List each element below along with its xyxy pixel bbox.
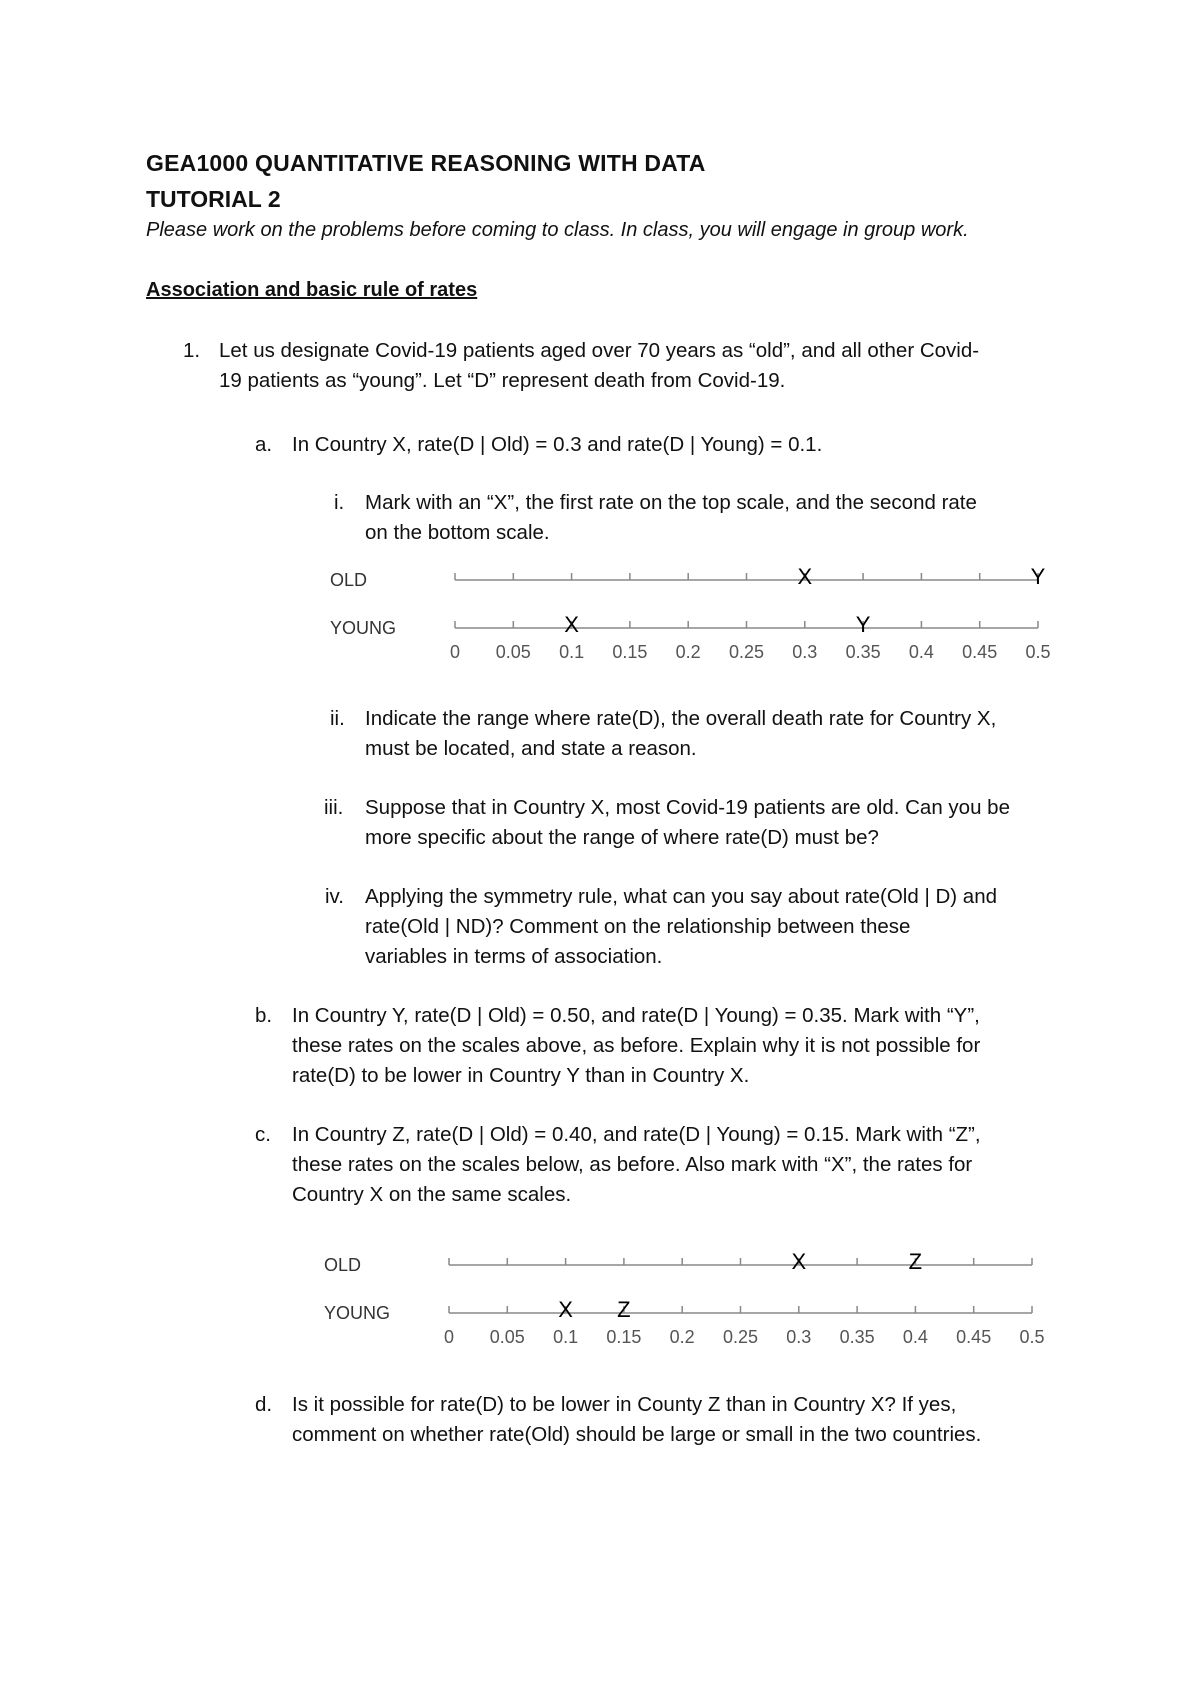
- question-text-line: more specific about the range of where rate(D) must be?: [365, 826, 879, 849]
- tick-label: 0.45: [956, 1327, 992, 1347]
- scale-mark-z: Z: [617, 1297, 631, 1322]
- question-label: c.: [255, 1123, 271, 1146]
- scale-mark-y: Y: [1030, 564, 1046, 589]
- tick-label: 0.25: [728, 642, 765, 662]
- tick-label: 0.3: [786, 1327, 812, 1347]
- question-text-line: In Country X, rate(D | Old) = 0.3 and rate(D | Young) = 0.1.: [292, 433, 823, 456]
- scale-mark-y: Y: [855, 612, 871, 637]
- tick-label: 0.2: [675, 642, 701, 662]
- question-label: ii.: [330, 707, 345, 730]
- tick-label: 0.05: [489, 1327, 525, 1347]
- tick-label: 0.1: [559, 642, 585, 662]
- scale-mark-x: X: [564, 612, 579, 637]
- question-text-line: Suppose that in Country X, most Covid-19 patients are old. Can you be: [365, 796, 1010, 819]
- scale-label: YOUNG: [324, 1303, 391, 1323]
- question-text-line: rate(Old | ND)? Comment on the relationship between these: [365, 915, 911, 938]
- question-text-line: Let us designate Covid-19 patients aged over 70 years as “old”, and all other Covid-: [219, 339, 980, 362]
- document-instructions: Please work on the problems before coming to class. In class, you will engage in group work.: [146, 219, 969, 241]
- tick-label: 0.1: [553, 1327, 579, 1347]
- question-text-line: Mark with an “X”, the first rate on the top scale, and the second rate: [365, 491, 977, 514]
- question-label: b.: [255, 1004, 273, 1027]
- scale-label: OLD: [330, 570, 368, 590]
- question-number: 1.: [183, 339, 201, 362]
- rate-scales-2: [324, 1237, 1044, 1357]
- tick-label: 0.2: [669, 1327, 695, 1347]
- question-text-line: In Country Z, rate(D | Old) = 0.40, and rate(D | Young) = 0.15. Mark with “Z”,: [292, 1123, 981, 1146]
- tick-label: 0.05: [495, 642, 531, 662]
- scale-mark-x: X: [797, 564, 813, 589]
- scale-label: OLD: [324, 1255, 362, 1275]
- rate-scales-1: [330, 552, 1050, 672]
- tick-label: 0.25: [722, 1327, 759, 1347]
- question-text-line: 19 patients as “young”. Let “D” represent death from Covid-19.: [219, 369, 786, 392]
- question-label: iv.: [325, 885, 344, 908]
- scale-mark-x: X: [791, 1249, 807, 1274]
- question-text-line: comment on whether rate(Old) should be large or small in the two countries.: [292, 1423, 982, 1446]
- tick-label: 0.45: [962, 642, 998, 662]
- tick-label: 0.15: [612, 642, 648, 662]
- scale-mark-z: Z: [908, 1249, 923, 1274]
- question-text-line: these rates on the scales below, as before. Also mark with “X”, the rates for: [292, 1153, 973, 1176]
- scale-mark-x: X: [558, 1297, 573, 1322]
- document-subtitle: TUTORIAL 2: [146, 186, 281, 212]
- question-text-line: on the bottom scale.: [365, 521, 550, 544]
- question-text-line: In Country Y, rate(D | Old) = 0.50, and rate(D | Young) = 0.35. Mark with “Y”,: [292, 1004, 980, 1027]
- tick-label: 0.5: [1019, 1327, 1045, 1347]
- question-text-line: Country X on the same scales.: [292, 1183, 572, 1206]
- question-text-line: Is it possible for rate(D) to be lower in County Z than in Country X? If yes,: [292, 1393, 957, 1416]
- tick-label: 0: [449, 642, 461, 662]
- tick-label: 0.4: [902, 1327, 928, 1347]
- tick-label: 0.3: [792, 642, 818, 662]
- question-label: d.: [255, 1393, 273, 1416]
- tick-label: 0.15: [606, 1327, 642, 1347]
- question-label: a.: [255, 433, 273, 456]
- section-heading: Association and basic rule of rates: [146, 279, 478, 301]
- question-label: iii.: [324, 796, 344, 819]
- tick-label: 0.35: [845, 642, 881, 662]
- question-text-line: these rates on the scales above, as before. Explain why it is not possible for: [292, 1034, 981, 1057]
- tick-label: 0.4: [908, 642, 934, 662]
- question-text-line: Applying the symmetry rule, what can you say about rate(Old | D) and: [365, 885, 998, 908]
- scale-label: YOUNG: [330, 618, 397, 638]
- question-text-line: Indicate the range where rate(D), the overall death rate for Country X,: [365, 707, 997, 730]
- question-text-line: rate(D) to be lower in Country Y than in Country X.: [292, 1064, 750, 1087]
- tick-label: 0.5: [1025, 642, 1051, 662]
- tick-label: 0: [443, 1327, 455, 1347]
- tick-label: 0.35: [839, 1327, 875, 1347]
- question-text-line: must be located, and state a reason.: [365, 737, 697, 760]
- document-title: GEA1000 QUANTITATIVE REASONING WITH DATA: [146, 150, 706, 176]
- question-text-line: variables in terms of association.: [365, 945, 663, 968]
- question-label: i.: [334, 491, 345, 514]
